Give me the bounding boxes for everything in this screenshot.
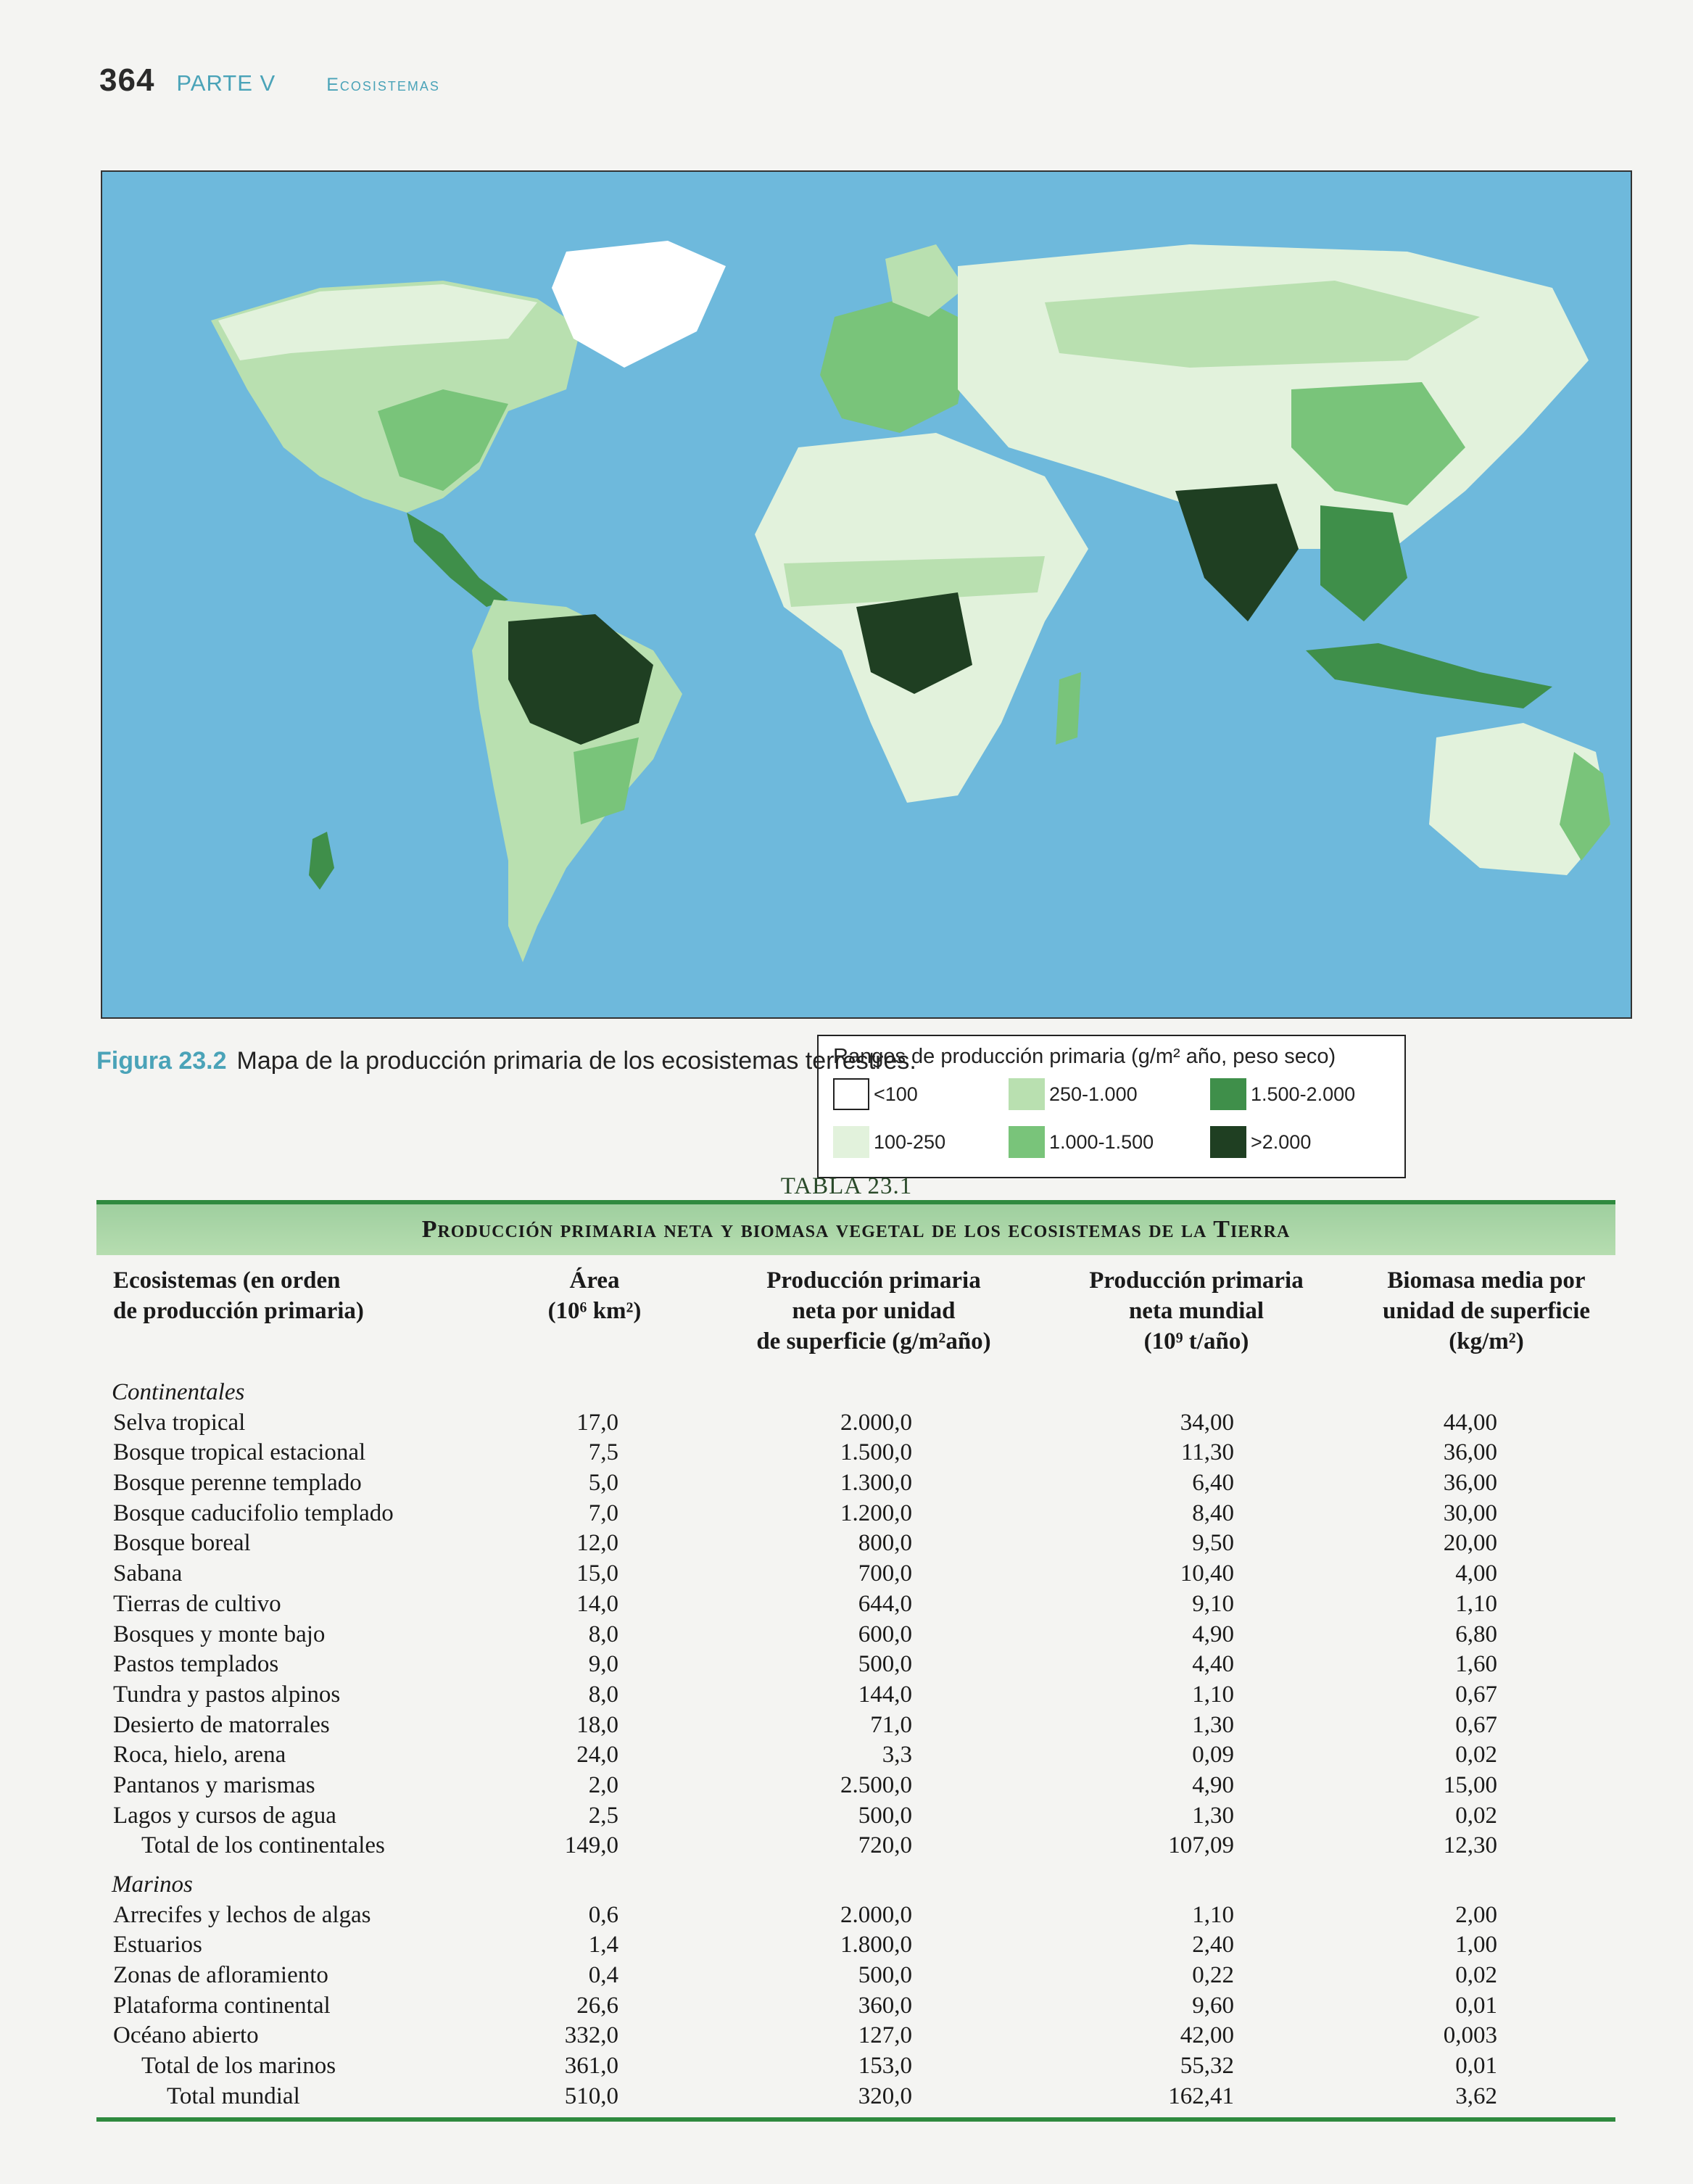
legend-item bbox=[833, 1126, 945, 1158]
cell-world: 34,00 bbox=[1180, 1409, 1234, 1436]
cell-biomass: 6,80 bbox=[1455, 1621, 1497, 1647]
cell-biomass: 1,10 bbox=[1455, 1590, 1497, 1617]
table-row bbox=[0, 1711, 1693, 1741]
legend-swatch bbox=[1009, 1126, 1045, 1158]
greenland-landmass bbox=[552, 241, 726, 368]
table-row-world-total: Total mundial 510,0 320,0 162,41 3,62 bbox=[167, 2082, 1497, 2109]
cell-world: 4,90 bbox=[1192, 1771, 1234, 1798]
cell-world: 4,40 bbox=[1192, 1651, 1234, 1678]
cell-biomass: 1,60 bbox=[1455, 1651, 1497, 1678]
cell-name: Pantanos y marismas bbox=[113, 1771, 315, 1798]
table-row bbox=[0, 1801, 1693, 1832]
cell-area: 2,0 bbox=[588, 1771, 618, 1798]
cell-world: 1,30 bbox=[1192, 1802, 1234, 1829]
cell-name: Océano abierto bbox=[113, 2022, 259, 2049]
cell-world: 0,09 bbox=[1192, 1742, 1234, 1769]
section-label-row: Marinos bbox=[112, 1871, 193, 1898]
legend-item bbox=[1009, 1078, 1138, 1110]
column-header-npp-unit: Producción primaria neta por unidad de superficie (g/m²año) bbox=[756, 1267, 991, 1354]
table-row bbox=[0, 1589, 1693, 1620]
cell-area: 8,0 bbox=[588, 1621, 618, 1647]
legend-item bbox=[1210, 1078, 1355, 1110]
table-body bbox=[0, 1378, 1693, 2112]
figure-caption-text: Mapa de la producción primaria de los ecosistemas terrestres. bbox=[236, 1047, 916, 1075]
cell-world: 8,40 bbox=[1192, 1500, 1234, 1526]
cell-area: 0,6 bbox=[588, 1901, 618, 1928]
legend-item bbox=[1210, 1126, 1311, 1158]
legend-swatch bbox=[833, 1126, 869, 1158]
table-row bbox=[0, 1961, 1693, 1991]
table-bottom-rule bbox=[96, 2117, 1615, 2122]
cell-npp: 127,0 bbox=[858, 2022, 912, 2049]
cell-area: 0,4 bbox=[588, 1962, 618, 1989]
new-zealand bbox=[309, 832, 334, 890]
legend-label: >2.000 bbox=[1251, 1130, 1312, 1153]
table-row bbox=[0, 1900, 1693, 1931]
cell-biomass: 0,01 bbox=[1455, 1992, 1497, 2019]
madagascar bbox=[1056, 672, 1081, 745]
legend-item bbox=[1009, 1126, 1154, 1158]
cell-name: Sabana bbox=[113, 1560, 183, 1587]
cell-area: 8,0 bbox=[588, 1681, 618, 1708]
cell-biomass: 4,00 bbox=[1455, 1560, 1497, 1587]
cell-biomass: 0,02 bbox=[1455, 1802, 1497, 1829]
legend-label: 100-250 bbox=[874, 1130, 946, 1153]
cell-biomass: 15,00 bbox=[1443, 1771, 1497, 1798]
legend-label: 1.500-2.000 bbox=[1251, 1083, 1356, 1105]
figure-caption bbox=[96, 1047, 916, 1075]
cell-name: Plataforma continental bbox=[113, 1992, 331, 2019]
cell-biomass: 0,67 bbox=[1455, 1711, 1497, 1738]
cell-name: Tierras de cultivo bbox=[113, 1590, 281, 1617]
cell-npp: 800,0 bbox=[858, 1530, 912, 1557]
legend-swatch bbox=[1210, 1078, 1246, 1110]
cell-npp: 644,0 bbox=[858, 1590, 912, 1617]
cell-world: 9,60 bbox=[1192, 1992, 1234, 2019]
cell-npp: 1.300,0 bbox=[840, 1470, 912, 1497]
part-label: PARTE V bbox=[176, 70, 276, 96]
cell-world: 9,10 bbox=[1192, 1590, 1234, 1617]
legend-swatch bbox=[833, 1078, 869, 1110]
legend-label: 1.000-1.500 bbox=[1049, 1130, 1154, 1153]
cell-area: 15,0 bbox=[576, 1560, 618, 1587]
cell-npp: 3,3 bbox=[882, 1742, 912, 1769]
europe-landmass bbox=[820, 295, 972, 433]
cell-name: Estuarios bbox=[113, 1932, 202, 1958]
cell-area: 7,0 bbox=[588, 1500, 618, 1526]
legend-swatch bbox=[1009, 1078, 1045, 1110]
table-row bbox=[0, 1620, 1693, 1650]
table-row bbox=[0, 1991, 1693, 2022]
southeast-asia bbox=[1320, 505, 1407, 621]
figure-label: Figura 23.2 bbox=[96, 1047, 227, 1075]
cell-world: 1,10 bbox=[1192, 1681, 1234, 1708]
table-row bbox=[0, 1499, 1693, 1529]
cell-npp: 2.000,0 bbox=[840, 1409, 912, 1436]
cell-biomass: 1,00 bbox=[1455, 1932, 1497, 1958]
cell-biomass: 0,67 bbox=[1455, 1681, 1497, 1708]
table-row bbox=[0, 1408, 1693, 1439]
cell-area: 332,0 bbox=[564, 2022, 618, 2049]
cell-world: 4,90 bbox=[1192, 1621, 1234, 1647]
cell-area: 9,0 bbox=[588, 1651, 618, 1678]
cell-name: Bosque perenne templado bbox=[113, 1470, 362, 1497]
cell-name: Roca, hielo, arena bbox=[113, 1742, 286, 1769]
column-header-npp-world: Producción primaria neta mundial (10⁹ t/año) bbox=[1089, 1267, 1304, 1354]
cell-npp: 500,0 bbox=[858, 1802, 912, 1829]
legend-item bbox=[833, 1078, 918, 1110]
cell-npp: 600,0 bbox=[858, 1621, 912, 1647]
cell-name: Desierto de matorrales bbox=[113, 1711, 330, 1738]
table-title: Producción primaria neta y biomasa vegetal de los ecosistemas de la Tierra bbox=[96, 1204, 1615, 1255]
table-row-total: Total de los marinos 361,0 153,0 55,32 0,01 bbox=[141, 2053, 1497, 2080]
legend-swatch bbox=[1210, 1126, 1246, 1158]
cell-name: Bosque tropical estacional bbox=[113, 1439, 366, 1466]
cell-name: Bosque caducifolio templado bbox=[113, 1500, 394, 1526]
column-header-biomass: Biomasa media por unidad de superficie (kg/m²) bbox=[1382, 1267, 1591, 1354]
column-header-ecosystem: Ecosistemas (en orden de producción primaria) bbox=[113, 1267, 364, 1324]
table-row bbox=[0, 1559, 1693, 1589]
cell-npp: 1.200,0 bbox=[840, 1500, 912, 1526]
cell-world: 42,00 bbox=[1180, 2022, 1234, 2049]
cell-name: Zonas de afloramiento bbox=[113, 1962, 328, 1989]
cell-npp: 500,0 bbox=[858, 1651, 912, 1678]
cell-biomass: 44,00 bbox=[1443, 1409, 1497, 1436]
table-row bbox=[0, 1740, 1693, 1771]
cell-world: 11,30 bbox=[1180, 1439, 1234, 1466]
table-row bbox=[0, 1529, 1693, 1559]
central-america bbox=[407, 513, 508, 607]
legend-label: <100 bbox=[874, 1083, 918, 1105]
cell-biomass: 30,00 bbox=[1443, 1500, 1497, 1526]
cell-name: Lagos y cursos de agua bbox=[113, 1802, 336, 1829]
cell-area: 2,5 bbox=[588, 1802, 618, 1829]
cell-area: 7,5 bbox=[588, 1439, 618, 1466]
map-graphic bbox=[102, 172, 1634, 1020]
cell-name: Selva tropical bbox=[113, 1409, 246, 1436]
section-label: Ecosistemas bbox=[326, 75, 440, 95]
cell-name: Arrecifes y lechos de algas bbox=[113, 1901, 371, 1928]
column-header-area: Área (10⁶ km²) bbox=[547, 1267, 642, 1324]
cell-npp: 1.500,0 bbox=[840, 1439, 912, 1466]
cell-name: Bosques y monte bajo bbox=[113, 1621, 326, 1647]
cell-npp: 1.800,0 bbox=[840, 1932, 912, 1958]
legend-label: 250-1.000 bbox=[1049, 1083, 1138, 1105]
cell-biomass: 36,00 bbox=[1443, 1439, 1497, 1466]
south-america-forest bbox=[574, 737, 639, 824]
cell-name: Tundra y pastos alpinos bbox=[113, 1681, 341, 1708]
cell-world: 0,22 bbox=[1192, 1962, 1234, 1989]
cell-area: 5,0 bbox=[588, 1470, 618, 1497]
section-label-row: Continentales bbox=[112, 1379, 245, 1405]
cell-npp: 144,0 bbox=[858, 1681, 912, 1708]
cell-world: 1,30 bbox=[1192, 1711, 1234, 1738]
cell-area: 17,0 bbox=[576, 1409, 618, 1436]
cell-world: 10,40 bbox=[1180, 1560, 1234, 1587]
cell-name: Bosque boreal bbox=[113, 1530, 251, 1557]
cell-npp: 2.500,0 bbox=[840, 1771, 912, 1798]
table-row bbox=[0, 1930, 1693, 1961]
south-asia bbox=[1175, 484, 1299, 621]
table-row-total: Total de los continentales 149,0 720,0 107,09 12,30 bbox=[141, 1832, 1497, 1859]
cell-world: 9,50 bbox=[1192, 1530, 1234, 1557]
cell-world: 1,10 bbox=[1192, 1901, 1234, 1928]
cell-biomass: 36,00 bbox=[1443, 1470, 1497, 1497]
cell-area: 12,0 bbox=[576, 1530, 618, 1557]
page-number: 364 bbox=[99, 62, 155, 98]
cell-npp: 2.000,0 bbox=[840, 1901, 912, 1928]
cell-biomass: 0,02 bbox=[1455, 1742, 1497, 1769]
cell-biomass: 0,003 bbox=[1443, 2022, 1497, 2049]
cell-area: 18,0 bbox=[576, 1711, 618, 1738]
cell-biomass: 2,00 bbox=[1455, 1901, 1497, 1928]
indonesia bbox=[1306, 643, 1552, 708]
cell-npp: 360,0 bbox=[858, 1992, 912, 2019]
cell-area: 26,6 bbox=[576, 1992, 618, 2019]
cell-area: 14,0 bbox=[576, 1590, 618, 1617]
cell-npp: 71,0 bbox=[870, 1711, 912, 1738]
cell-biomass: 20,00 bbox=[1443, 1530, 1497, 1557]
cell-area: 24,0 bbox=[576, 1742, 618, 1769]
cell-name: Pastos templados bbox=[113, 1651, 279, 1678]
legend-title: Rangos de producción primaria (g/m² año, peso seco) bbox=[833, 1045, 1336, 1068]
cell-npp: 500,0 bbox=[858, 1962, 912, 1989]
table-row bbox=[0, 1468, 1693, 1499]
table-row bbox=[0, 1680, 1693, 1711]
table-row bbox=[0, 1650, 1693, 1680]
cell-area: 1,4 bbox=[588, 1932, 618, 1958]
table-number: TABLA 23.1 bbox=[780, 1173, 913, 1199]
cell-npp: 700,0 bbox=[858, 1560, 912, 1587]
cell-world: 6,40 bbox=[1192, 1470, 1234, 1497]
table-row bbox=[0, 1438, 1693, 1468]
table-row bbox=[0, 2021, 1693, 2051]
cell-biomass: 0,02 bbox=[1455, 1962, 1497, 1989]
running-header bbox=[99, 62, 440, 106]
cell-world: 2,40 bbox=[1192, 1932, 1234, 1958]
table-row bbox=[0, 1771, 1693, 1801]
